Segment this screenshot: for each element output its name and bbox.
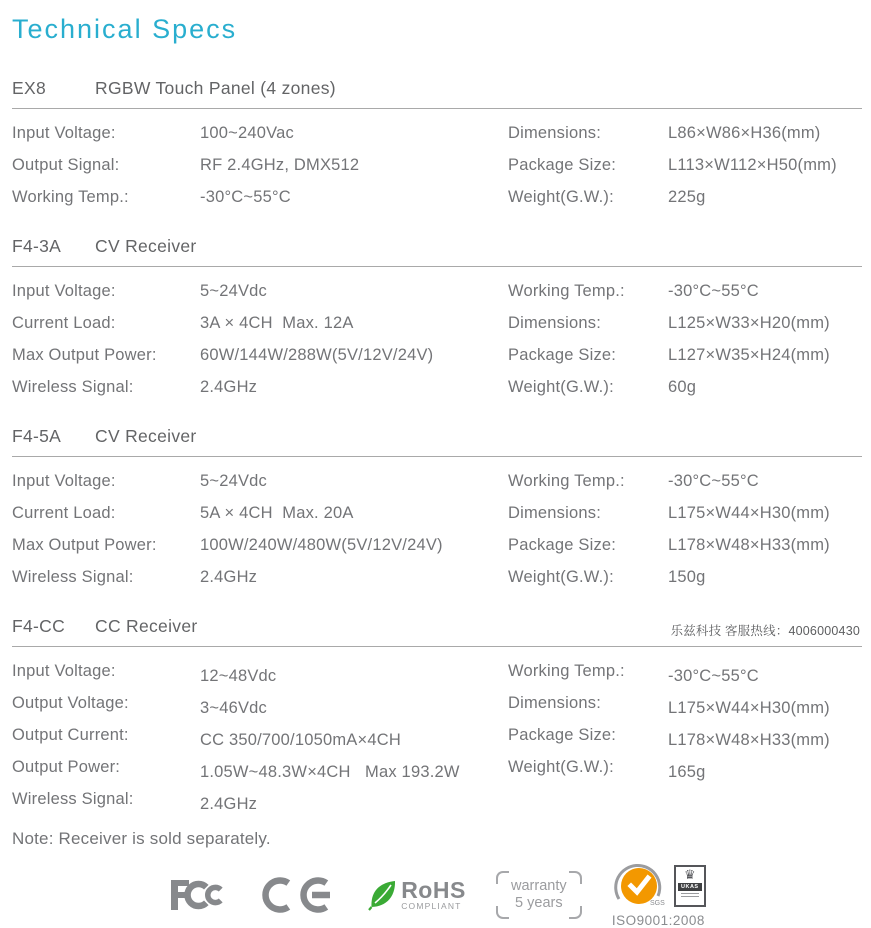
spec-row xyxy=(508,529,862,561)
leaf-icon xyxy=(368,879,398,911)
spec-value: 2.4GHz xyxy=(200,378,258,396)
svg-text:SGS: SGS xyxy=(649,900,665,907)
spec-column-left xyxy=(12,655,508,815)
spec-label: Output Current: xyxy=(12,726,129,744)
spec-label: Working Temp.: xyxy=(508,662,625,680)
ce-mark-icon xyxy=(262,877,338,913)
spec-row xyxy=(508,497,862,529)
spec-column-right xyxy=(508,275,862,403)
spec-value: -30°C~55°C xyxy=(668,667,759,685)
ukas-label: UKAS xyxy=(678,883,702,891)
model-code: F4-CC xyxy=(12,616,66,636)
spec-value: L175×W44×H30(mm) xyxy=(668,504,830,522)
spec-row xyxy=(508,181,862,213)
spec-label: Input Voltage: xyxy=(12,472,116,490)
spec-value: L113×W112×H50(mm) xyxy=(668,156,837,174)
section-header xyxy=(12,616,862,647)
spec-label: Weight(G.W.): xyxy=(508,758,614,776)
spec-value: 225g xyxy=(668,188,706,206)
spec-row xyxy=(508,307,862,339)
spec-value: 2.4GHz xyxy=(200,795,258,813)
spec-value: CC 350/700/1050mA×4CH xyxy=(200,731,401,749)
spec-label: Wireless Signal: xyxy=(12,378,134,396)
spec-row xyxy=(508,687,862,719)
warranty-line1: warranty xyxy=(511,877,567,894)
spec-row xyxy=(508,719,862,751)
section-f4-3a xyxy=(12,236,862,413)
model-name: RGBW Touch Panel (4 zones) xyxy=(95,78,336,98)
certification-logos xyxy=(12,861,862,928)
spec-value: -30°C~55°C xyxy=(200,188,291,206)
spec-row xyxy=(12,497,508,529)
spec-value: 5~24Vdc xyxy=(200,472,267,490)
spec-table xyxy=(12,267,862,413)
spec-row xyxy=(508,655,862,687)
spec-label: Dimensions: xyxy=(508,694,601,712)
model-name: CV Receiver xyxy=(95,236,197,256)
model-code: F4-3A xyxy=(12,236,62,256)
spec-row xyxy=(12,339,508,371)
spec-label: Working Temp.: xyxy=(508,282,625,300)
spec-label: Input Voltage: xyxy=(12,282,116,300)
section-f4-5a xyxy=(12,426,862,603)
note-text: Note: Receiver is sold separately. xyxy=(12,829,271,848)
spec-row xyxy=(12,117,508,149)
spec-label: Dimensions: xyxy=(508,504,601,522)
model-name: CV Receiver xyxy=(95,426,197,446)
rohs-text xyxy=(401,876,466,911)
spec-column-right xyxy=(508,117,862,213)
spec-row xyxy=(12,751,508,783)
spec-row xyxy=(508,561,862,593)
crown-icon: ♛ xyxy=(683,867,696,882)
spec-row xyxy=(12,719,508,751)
rohs-badge xyxy=(368,876,466,911)
spec-label: Current Load: xyxy=(12,314,116,332)
sgs-checkmark-icon xyxy=(612,861,666,911)
spec-value: 3~46Vdc xyxy=(200,699,267,717)
ukas-lines xyxy=(681,893,699,897)
spec-value: 165g xyxy=(668,763,706,781)
spec-row xyxy=(12,655,508,687)
spec-value: 100~240Vac xyxy=(200,124,294,142)
spec-row xyxy=(508,339,862,371)
spec-label: Max Output Power: xyxy=(12,536,157,554)
spec-row xyxy=(12,465,508,497)
spec-label: Dimensions: xyxy=(508,314,601,332)
model-name: CC Receiver xyxy=(95,616,198,636)
fcc-logo-icon xyxy=(168,876,232,914)
spec-label: Output Signal: xyxy=(12,156,120,174)
spec-value: -30°C~55°C xyxy=(668,282,759,300)
spec-label: Weight(G.W.): xyxy=(508,568,614,586)
warranty-badge xyxy=(496,871,582,919)
spec-table xyxy=(12,109,862,223)
spec-row xyxy=(12,687,508,719)
spec-value: 3A × 4CH Max. 12A xyxy=(200,314,354,332)
spec-label: Output Voltage: xyxy=(12,694,129,712)
page-title: Technical Specs xyxy=(12,14,238,44)
warranty-line2: 5 years xyxy=(515,894,563,911)
spec-value: L127×W35×H24(mm) xyxy=(668,346,830,364)
spec-label: Package Size: xyxy=(508,536,617,554)
section-header xyxy=(12,236,862,267)
spec-row xyxy=(508,149,862,181)
section-header xyxy=(12,78,862,109)
iso-certification xyxy=(612,861,706,928)
spec-label: Package Size: xyxy=(508,726,617,744)
spec-label: Input Voltage: xyxy=(12,124,116,142)
corner-bracket-icon xyxy=(496,871,509,884)
spec-value: 5~24Vdc xyxy=(200,282,267,300)
spec-label: Weight(G.W.): xyxy=(508,188,614,206)
spec-value: 12~48Vdc xyxy=(200,667,277,685)
spec-value: -30°C~55°C xyxy=(668,472,759,490)
spec-row xyxy=(12,149,508,181)
model-code: F4-5A xyxy=(12,426,62,446)
spec-label: Package Size: xyxy=(508,346,617,364)
iso-standard-label: ISO9001:2008 xyxy=(611,913,705,928)
spec-row xyxy=(12,275,508,307)
vendor-hotline-watermark: 乐兹科技 客服热线：4006000430 xyxy=(670,624,860,638)
spec-row xyxy=(508,371,862,403)
spec-label: Weight(G.W.): xyxy=(508,378,614,396)
spec-column-left xyxy=(12,275,508,403)
spec-table xyxy=(12,647,862,825)
spec-value: 60W/144W/288W(5V/12V/24V) xyxy=(200,346,434,364)
spec-row xyxy=(12,307,508,339)
spec-label: Working Temp.: xyxy=(12,188,129,206)
spec-label: Package Size: xyxy=(508,156,617,174)
spec-value: L178×W48×H33(mm) xyxy=(668,731,830,749)
spec-value: 100W/240W/480W(5V/12V/24V) xyxy=(200,536,443,554)
section-f4-cc xyxy=(12,616,862,825)
spec-value: L178×W48×H33(mm) xyxy=(668,536,830,554)
spec-label: Input Voltage: xyxy=(12,662,116,680)
spec-row xyxy=(12,371,508,403)
section-ex8 xyxy=(12,78,862,223)
model-code: EX8 xyxy=(12,78,46,98)
ukas-logo xyxy=(674,865,706,907)
section-header xyxy=(12,426,862,457)
spec-column-right xyxy=(508,465,862,593)
spec-value: 2.4GHz xyxy=(200,568,258,586)
corner-bracket-icon xyxy=(496,906,509,919)
spec-row xyxy=(508,465,862,497)
spec-label: Working Temp.: xyxy=(508,472,625,490)
spec-value: 5A × 4CH Max. 20A xyxy=(200,504,354,522)
spec-row xyxy=(12,181,508,213)
spec-row xyxy=(12,561,508,593)
corner-bracket-icon xyxy=(569,906,582,919)
spec-row xyxy=(12,529,508,561)
spec-table xyxy=(12,457,862,603)
spec-value: L175×W44×H30(mm) xyxy=(668,699,830,717)
spec-value: 60g xyxy=(668,378,697,396)
spec-value: L125×W33×H20(mm) xyxy=(668,314,830,332)
corner-bracket-icon xyxy=(569,871,582,884)
spec-value: 1.05W~48.3W×4CH Max 193.2W xyxy=(200,763,460,781)
spec-label: Wireless Signal: xyxy=(12,790,134,808)
iso-logos-row xyxy=(612,861,706,911)
spec-value: 150g xyxy=(668,568,706,586)
spec-column-right xyxy=(508,655,862,815)
spec-label: Current Load: xyxy=(12,504,116,522)
spec-row xyxy=(508,117,862,149)
spec-value: L86×W86×H36(mm) xyxy=(668,124,821,142)
spec-label: Dimensions: xyxy=(508,124,601,142)
spec-label: Max Output Power: xyxy=(12,346,157,364)
spec-label: Output Power: xyxy=(12,758,121,776)
spec-value: RF 2.4GHz, DMX512 xyxy=(200,156,360,174)
spec-column-left xyxy=(12,117,508,213)
spec-column-left xyxy=(12,465,508,593)
rohs-subtitle: COMPLIANT xyxy=(401,900,462,911)
rohs-title: RoHS xyxy=(401,876,466,903)
spec-label: Wireless Signal: xyxy=(12,568,134,586)
spec-row xyxy=(508,275,862,307)
